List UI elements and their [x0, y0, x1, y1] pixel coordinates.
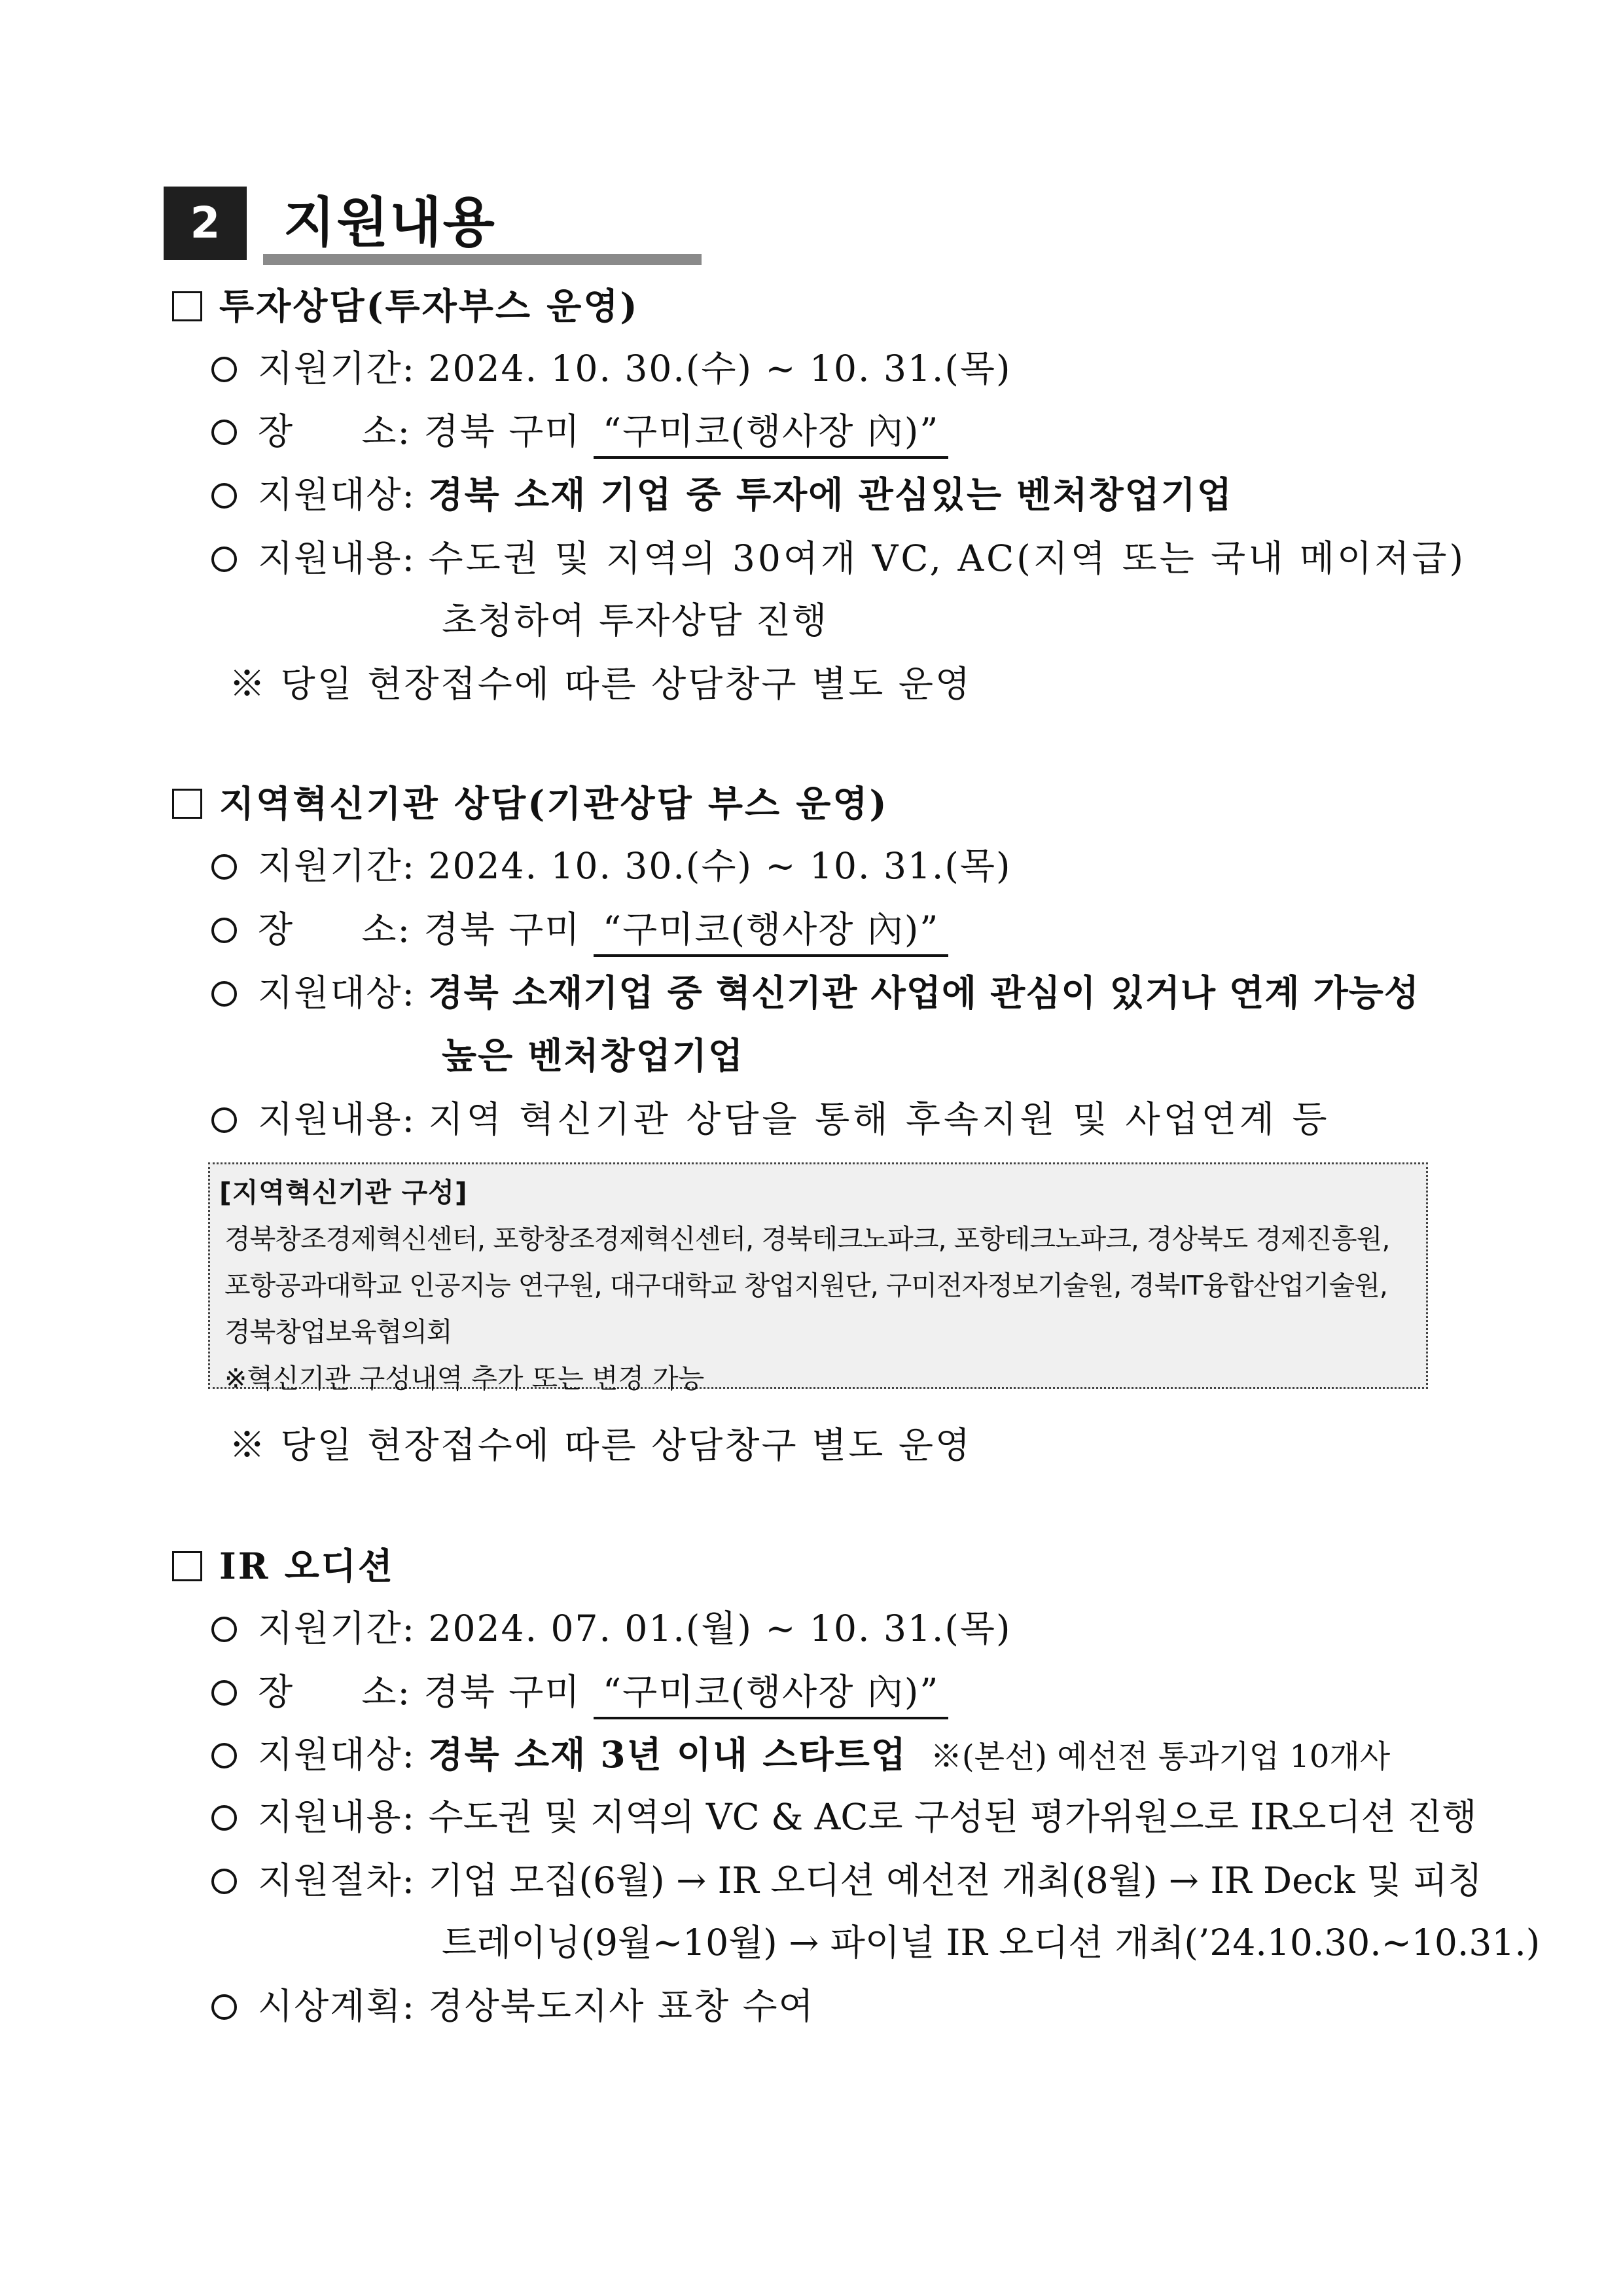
circle-bullet-icon — [211, 1869, 237, 1894]
circle-bullet-icon — [211, 1107, 237, 1133]
ir-content — [211, 1785, 1476, 1848]
target-label: 지원대상: — [258, 1734, 416, 1776]
ir-heading — [172, 1535, 395, 1598]
circle-bullet-icon — [211, 1617, 237, 1642]
investment-heading-text: 투자상담(투자부스 운영) — [219, 285, 639, 327]
innovation-heading — [172, 772, 889, 835]
period-label: 지원기간: — [258, 348, 416, 389]
checkbox-square-icon — [172, 789, 202, 819]
investment-period — [211, 337, 1011, 400]
circle-bullet-icon — [211, 1680, 237, 1706]
period-label: 지원기간: — [258, 845, 416, 887]
circle-bullet-icon — [211, 1743, 237, 1768]
investment-place — [211, 400, 948, 463]
ir-award — [211, 1975, 815, 2037]
innovation-place — [211, 898, 948, 961]
circle-bullet-icon — [211, 547, 237, 572]
innovation-heading-text: 지역혁신기관 상담(기관상담 부스 운영) — [219, 782, 889, 825]
period-value: 2024. 10. 30.(수) ~ 10. 31.(목) — [428, 845, 1012, 887]
place-region: 경북 구미 — [423, 1671, 581, 1713]
investment-note: ※ 당일 현장접수에 따른 상담창구 별도 운영 — [229, 663, 972, 705]
content-line1: 수도권 및 지역의 30여개 VC, AC(지역 또는 국내 메이저급) — [428, 537, 1466, 579]
place-label — [258, 400, 411, 463]
ir-period — [211, 1597, 1011, 1660]
process-line1: 기업 모집(6월) → IR 오디션 예선전 개최(8월) → IR Deck 및 피칭 — [428, 1859, 1483, 1901]
content-label: 지원내용: — [258, 537, 416, 579]
target-value: 경북 소재 3년 이내 스타트업 — [428, 1733, 907, 1776]
place-label-1: 장 — [258, 410, 294, 452]
circle-bullet-icon — [211, 420, 237, 445]
section-number-badge: 2 — [164, 187, 247, 260]
award-value: 경상북도지사 표창 수여 — [428, 1985, 815, 2027]
circle-bullet-icon — [211, 918, 237, 943]
innovation-institutions-box — [208, 1162, 1428, 1394]
innovation-target — [211, 961, 1419, 1024]
innovation-period — [211, 834, 1011, 897]
place-label — [258, 1660, 411, 1723]
place-label — [258, 898, 411, 961]
period-label: 지원기간: — [258, 1607, 416, 1649]
circle-bullet-icon — [211, 1805, 237, 1831]
ir-place — [211, 1660, 948, 1723]
content-value: 지역 혁신기관 상담을 통해 후속지원 및 사업연계 등 — [428, 1098, 1330, 1140]
circle-bullet-icon — [211, 981, 237, 1007]
innovation-note: ※ 당일 현장접수에 따른 상담창구 별도 운영 — [229, 1424, 972, 1466]
target-note: ※(본선) 예선전 통과기업 10개사 — [930, 1738, 1391, 1775]
circle-bullet-icon — [211, 483, 237, 509]
box-note: ※혁신기관 구성내역 추가 또는 변경 가능 — [224, 1363, 705, 1394]
target-value: 경북 소재 기업 중 투자에 관심있는 벤처창업기업 — [428, 473, 1234, 516]
process-label: 지원절차: — [258, 1859, 416, 1901]
place-label-1: 장 — [258, 1671, 294, 1713]
box-line: 경북창조경제혁신센터, 포항창조경제혁신센터, 경북테크노파크, 포항테크노파크, 경상북도 경제진흥원, — [224, 1223, 1390, 1255]
target-line1: 경북 소재기업 중 혁신기관 사업에 관심이 있거나 연계 가능성 — [428, 971, 1419, 1014]
place-label-1: 장 — [258, 908, 294, 950]
ir-process — [211, 1849, 1482, 1912]
ir-process-line2: 트레이닝(9월~10월) → 파이널 IR 오디션 개최(’24.10.30.~10.31.) — [442, 1922, 1541, 1964]
place-label-2: 소: — [361, 1671, 411, 1713]
content-label: 지원내용: — [258, 1098, 416, 1140]
target-label: 지원대상: — [258, 474, 416, 516]
innovation-content — [211, 1088, 1330, 1151]
investment-content — [211, 527, 1466, 590]
section-title: 지원내용 — [283, 192, 496, 254]
award-label: 시상계획: — [258, 1985, 416, 2027]
place-value: “구미코(행사장 內)” — [594, 1671, 948, 1719]
period-value: 2024. 10. 30.(수) ~ 10. 31.(목) — [428, 348, 1012, 389]
box-line: 경북창업보육협의회 — [224, 1316, 452, 1348]
place-label-2: 소: — [361, 908, 411, 950]
ir-target — [211, 1723, 1390, 1788]
content-label: 지원내용: — [258, 1796, 416, 1838]
target-label: 지원대상: — [258, 972, 416, 1014]
investment-target — [211, 463, 1233, 526]
checkbox-square-icon — [172, 1551, 202, 1581]
box-title: [지역혁신기관 구성] — [219, 1177, 468, 1208]
place-value: “구미코(행사장 內)” — [594, 410, 948, 459]
place-label-2: 소: — [361, 410, 411, 452]
place-region: 경북 구미 — [423, 410, 581, 452]
circle-bullet-icon — [211, 854, 237, 880]
investment-content-line2: 초청하여 투자상담 진행 — [442, 600, 829, 641]
box-line: 포항공과대학교 인공지능 연구원, 대구대학교 창업지원단, 구미전자정보기술원, 경북IT융합산업기술원, — [224, 1270, 1387, 1301]
content-value: 수도권 및 지역의 VC & AC로 구성된 평가위원으로 IR오디션 진행 — [428, 1796, 1477, 1838]
investment-heading — [172, 275, 639, 338]
circle-bullet-icon — [211, 357, 237, 382]
place-value: “구미코(행사장 內)” — [594, 908, 948, 957]
checkbox-square-icon — [172, 291, 202, 321]
ir-heading-text: IR 오디션 — [219, 1545, 395, 1587]
circle-bullet-icon — [211, 1994, 237, 2020]
innovation-target-line2: 높은 벤처창업기업 — [442, 1034, 745, 1077]
place-region: 경북 구미 — [423, 908, 581, 950]
period-value: 2024. 07. 01.(월) ~ 10. 31.(목) — [428, 1607, 1012, 1649]
